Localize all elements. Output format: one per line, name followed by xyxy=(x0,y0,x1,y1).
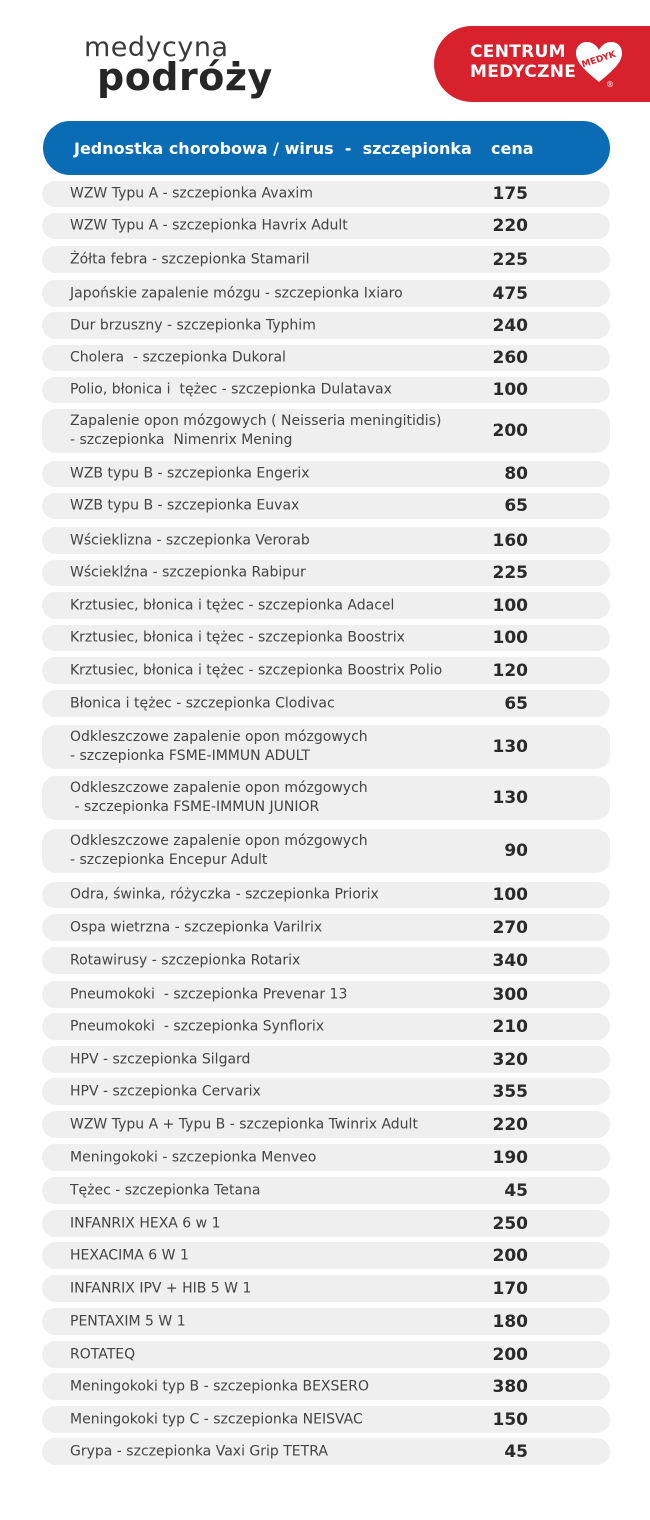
vaccine-name: Grypa - szczepionka Vaxi Grip TETRA xyxy=(70,1443,328,1459)
table-row xyxy=(42,246,610,273)
vaccine-price: 100 xyxy=(492,595,528,616)
vaccine-price: 100 xyxy=(492,885,528,905)
table-row xyxy=(42,1341,610,1368)
table-row xyxy=(42,1373,610,1400)
vaccine-name: Żółta febra - szczepionka Stamaril xyxy=(70,251,310,267)
vaccine-price: 250 xyxy=(492,1213,528,1234)
table-row xyxy=(42,829,610,873)
table-row xyxy=(42,181,610,207)
vaccine-name: Zapalenie opon mózgowych ( Neisseria meningitidis) - szczepionka Nimenrix Mening xyxy=(70,413,442,448)
vaccine-price: 270 xyxy=(492,917,528,938)
table-row xyxy=(42,690,610,717)
table-row xyxy=(42,1046,610,1073)
brand-wordmark xyxy=(84,32,273,99)
vaccine-name: Japońskie zapalenie mózgu - szczepionka Ixiaro xyxy=(70,285,403,301)
vaccine-price: 65 xyxy=(504,693,528,714)
vaccine-name: Pneumokoki - szczepionka Prevenar 13 xyxy=(70,986,348,1002)
vaccine-price: 220 xyxy=(492,1114,528,1135)
vaccine-price: 130 xyxy=(492,737,528,757)
table-row xyxy=(42,409,610,453)
registered-mark: ® xyxy=(606,80,614,89)
vaccine-price: 340 xyxy=(492,950,528,971)
table-row xyxy=(42,1210,610,1237)
vaccine-name: Błonica i tężec - szczepionka Clodivac xyxy=(70,695,335,711)
vaccine-price: 175 xyxy=(492,184,528,204)
vaccine-name: HPV - szczepionka Silgard xyxy=(70,1051,251,1067)
logo-text xyxy=(470,42,576,82)
vaccine-name: Polio, błonica i tężec - szczepionka Dulatavax xyxy=(70,381,392,398)
vaccine-name: WZW Typu A - szczepionka Avaxim xyxy=(70,185,313,202)
vaccine-name: INFANRIX HEXA 6 w 1 xyxy=(70,1215,221,1231)
vaccine-price: 120 xyxy=(492,660,528,681)
heart-text: MEDYK xyxy=(580,49,618,71)
table-row xyxy=(42,776,610,820)
table-row xyxy=(42,280,610,307)
centrum-medyczne-logo xyxy=(434,26,650,102)
vaccine-name: Tężec - szczepionka Tetana xyxy=(70,1182,261,1198)
table-row xyxy=(42,882,610,908)
vaccine-name: HEXACIMA 6 W 1 xyxy=(70,1247,189,1263)
vaccine-price: 45 xyxy=(504,1180,528,1201)
vaccine-price: 225 xyxy=(492,563,528,583)
table-row xyxy=(42,213,610,239)
vaccine-name: Krztusiec, błonica i tężec - szczepionka Boostrix Polio xyxy=(70,662,443,678)
table-row xyxy=(42,914,610,941)
vaccine-name: Rotawirusy - szczepionka Rotarix xyxy=(70,952,301,968)
vaccine-name: Meningokoki - szczepionka Menveo xyxy=(70,1149,317,1165)
table-row xyxy=(42,312,610,339)
vaccine-price: 210 xyxy=(492,1016,528,1037)
vaccine-name: WZB typu B - szczepionka Engerix xyxy=(70,465,310,482)
vaccine-price: 300 xyxy=(492,984,528,1005)
vaccine-price: 380 xyxy=(492,1376,528,1397)
table-row xyxy=(42,1144,610,1171)
table-row xyxy=(42,947,610,974)
vaccine-name: Odkleszczowe zapalenie opon mózgowych - szczepionka FSME-IMMUN JUNIOR xyxy=(70,780,368,815)
vaccine-price: 475 xyxy=(492,283,528,304)
vaccine-name: WZW Typu A - szczepionka Havrix Adult xyxy=(70,217,348,234)
vaccine-name: Krztusiec, błonica i tężec - szczepionka Boostrix xyxy=(70,629,405,646)
table-row xyxy=(42,1275,610,1302)
vaccine-price: 260 xyxy=(492,348,528,368)
table-row xyxy=(42,625,610,651)
table-row xyxy=(42,1111,610,1138)
header-price: cena xyxy=(491,139,534,158)
vaccine-price: 355 xyxy=(492,1081,528,1102)
brand-line2: podróży xyxy=(97,55,273,99)
table-row xyxy=(42,1013,610,1040)
vaccine-name: Meningokoki typ C - szczepionka NEISVAC xyxy=(70,1411,363,1427)
table-row xyxy=(42,461,610,487)
vaccine-price: 190 xyxy=(492,1147,528,1168)
table-row xyxy=(42,493,610,519)
vaccine-price: 45 xyxy=(504,1441,528,1462)
table-row xyxy=(42,345,610,371)
vaccine-name: WZW Typu A + Typu B - szczepionka Twinrix Adult xyxy=(70,1116,418,1132)
table-row xyxy=(42,1406,610,1433)
vaccine-name: Wścieklźna - szczepionka Rabipur xyxy=(70,564,306,581)
vaccine-name: Odra, świnka, różyczka - szczepionka Priorix xyxy=(70,886,379,903)
brand-line1: medycyna xyxy=(84,32,229,63)
vaccine-price: 220 xyxy=(492,216,528,236)
vaccine-name: WZB typu B - szczepionka Euvax xyxy=(70,497,300,514)
vaccine-name: Odkleszczowe zapalenie opon mózgowych - szczepionka FSME-IMMUN ADULT xyxy=(70,729,368,764)
header-name: Jednostka chorobowa / wirus - szczepionka xyxy=(74,139,472,158)
vaccine-price: 160 xyxy=(492,530,528,551)
table-row xyxy=(42,725,610,769)
table-row xyxy=(42,560,610,586)
table-row xyxy=(42,657,610,684)
table-row xyxy=(42,1438,610,1465)
vaccine-price: 100 xyxy=(492,628,528,648)
table-header xyxy=(43,121,610,175)
vaccine-price: 240 xyxy=(492,315,528,336)
vaccine-name: Ospa wietrzna - szczepionka Varilrix xyxy=(70,919,323,935)
vaccine-price: 90 xyxy=(504,841,528,861)
vaccine-price: 65 xyxy=(504,496,528,516)
vaccine-name: ROTATEQ xyxy=(70,1346,136,1362)
logo-line1: CENTRUM xyxy=(470,42,566,62)
table-row xyxy=(42,981,610,1008)
vaccine-name: INFANRIX IPV + HIB 5 W 1 xyxy=(70,1280,252,1296)
table-row xyxy=(42,592,610,619)
logo-line2: MEDYCZNE xyxy=(470,62,577,82)
vaccine-price: 170 xyxy=(492,1278,528,1299)
vaccine-price: 150 xyxy=(492,1409,528,1430)
vaccine-price: 180 xyxy=(492,1311,528,1332)
vaccine-name: Odkleszczowe zapalenie opon mózgowych - szczepionka Encepur Adult xyxy=(70,833,368,868)
vaccine-name: Meningokoki typ B - szczepionka BEXSERO xyxy=(70,1378,369,1394)
table-row xyxy=(42,527,610,554)
table-row xyxy=(42,1078,610,1105)
vaccine-name: Krztusiec, błonica i tężec - szczepionka Adacel xyxy=(70,597,395,613)
vaccine-price: 200 xyxy=(492,1245,528,1266)
vaccine-price: 225 xyxy=(492,249,528,270)
vaccine-name: Dur brzuszny - szczepionka Typhim xyxy=(70,317,316,333)
table-row xyxy=(42,1242,610,1269)
vaccine-name: Cholera - szczepionka Dukoral xyxy=(70,349,286,366)
vaccine-name: HPV - szczepionka Cervarix xyxy=(70,1083,261,1099)
vaccine-price: 200 xyxy=(492,421,528,441)
vaccine-name: Wścieklizna - szczepionka Verorab xyxy=(70,532,310,548)
vaccine-name: Pneumokoki - szczepionka Synflorix xyxy=(70,1018,325,1034)
vaccine-price: 200 xyxy=(492,1344,528,1365)
vaccine-price: 320 xyxy=(492,1049,528,1070)
vaccine-price: 130 xyxy=(492,788,528,808)
heart-icon xyxy=(574,40,624,84)
table-row xyxy=(42,1308,610,1335)
vaccine-name: PENTAXIM 5 W 1 xyxy=(70,1313,186,1329)
vaccine-price: 100 xyxy=(492,380,528,400)
vaccine-price: 80 xyxy=(504,464,528,484)
table-row xyxy=(42,1177,610,1204)
table-row xyxy=(42,377,610,403)
